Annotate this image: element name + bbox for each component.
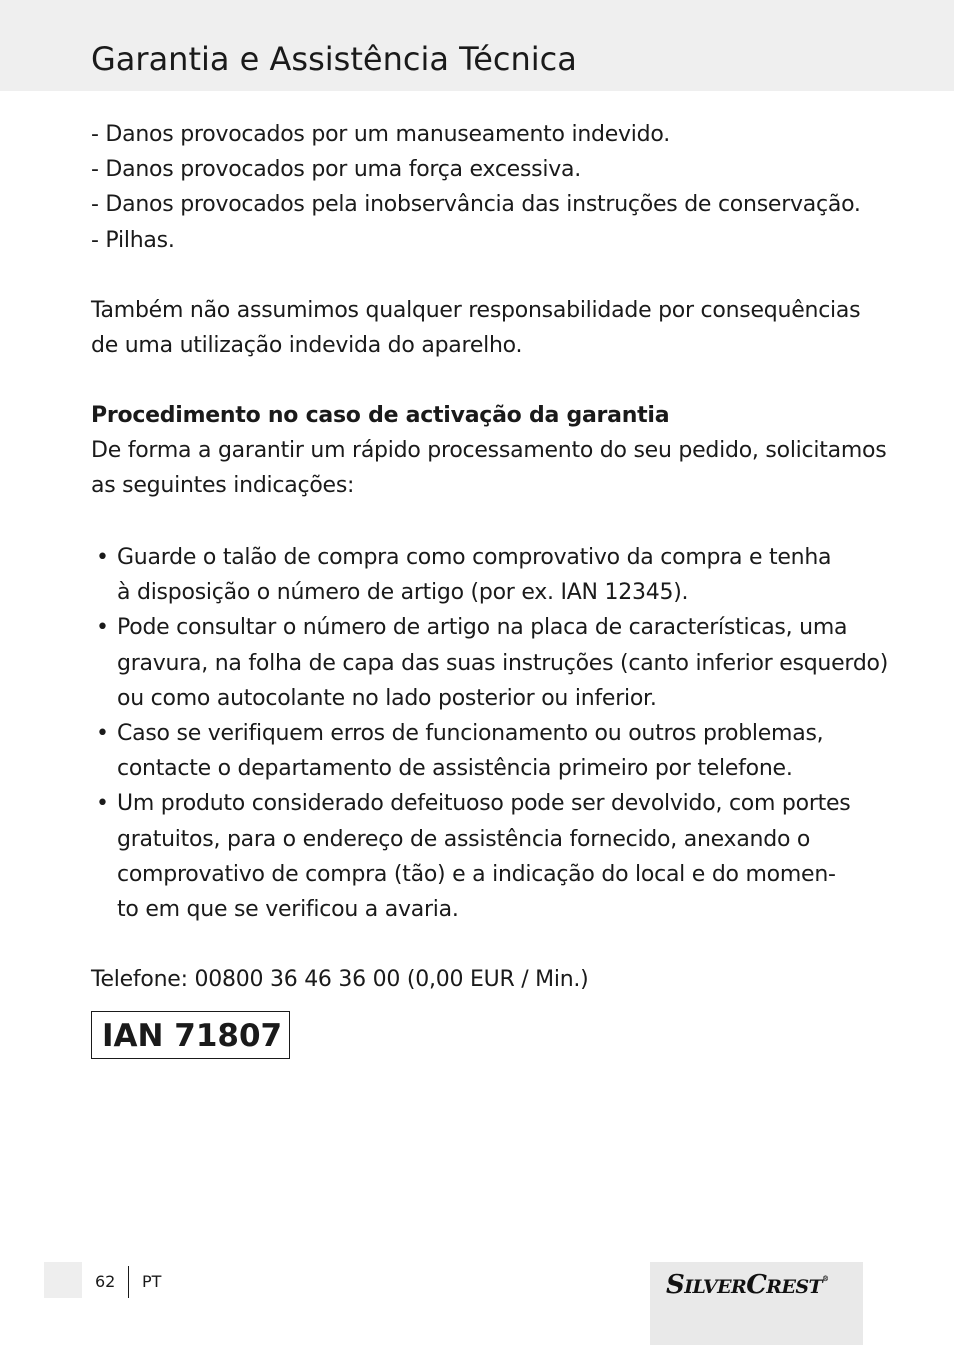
section-heading: Procedimento no caso de activação da garantia [91, 403, 670, 428]
exclusion-item: - Danos provocados por uma força excessiva. [91, 157, 581, 183]
page-title: Garantia e Assistência Técnica [91, 40, 577, 78]
exclusion-item: - Danos provocados pela inobservância das instruções de conservação. [91, 192, 861, 218]
bullet-item [91, 610, 889, 716]
phone-number: Telefone: 00800 36 46 36 00 (0,00 EUR / Min.) [91, 967, 589, 992]
bullet-line: to em que se verificou a avaria. [117, 897, 459, 923]
page-number: 62 [95, 1272, 116, 1291]
ian-label: IAN 71807 [102, 1018, 283, 1054]
warranty-procedure [91, 398, 887, 504]
bullet-icon: • [96, 721, 109, 747]
bullet-line: ou como autocolante no lado posterior ou inferior. [117, 685, 657, 711]
bullet-item [91, 540, 881, 610]
disclaimer-line: de uma utilização indevida do aparelho. [91, 333, 523, 359]
footer-divider [128, 1266, 129, 1298]
bullet-item [91, 786, 881, 927]
exclusion-item: - Pilhas. [91, 227, 175, 253]
bullet-line: gratuitos, para o endereço de assistência fornecido, anexando o [117, 826, 811, 852]
bullet-line: Guarde o talão de compra como comprovativo da compra e tenha [117, 545, 832, 570]
bullet-line: Pode consultar o número de artigo na placa de características, uma [117, 615, 848, 641]
brand-panel [650, 1262, 863, 1345]
bullet-icon: • [96, 791, 109, 817]
exclusions-list [91, 117, 881, 258]
intro-line: De forma a garantir um rápido processamento do seu pedido, solicitamos [91, 438, 887, 464]
bullet-line: Caso se verifiquem erros de funcionamento ou outros problemas, [117, 721, 824, 747]
registered-mark: ® [822, 1274, 829, 1283]
liability-disclaimer [91, 293, 881, 363]
bullet-line: à disposição o número de artigo (por ex. IAN 12345). [117, 580, 689, 606]
language-code: PT [142, 1272, 162, 1291]
disclaimer-line: Também não assumimos qualquer responsabilidade por consequências [91, 298, 861, 323]
bullet-line: comprovativo de compra (tão) e a indicação do local e do momen- [117, 861, 836, 887]
bullet-line: gravura, na folha de capa das suas instruções (canto inferior esquerdo) [117, 650, 889, 676]
bullet-item [91, 716, 881, 786]
procedure-bullets [91, 540, 889, 927]
ian-box [91, 1011, 290, 1059]
silvercrest-logo: SILVERCREST® [666, 1270, 829, 1300]
exclusion-item: - Danos provocados por um manuseamento indevido. [91, 122, 670, 147]
footer-square [44, 1262, 82, 1298]
bullet-icon: • [96, 615, 109, 641]
bullet-icon: • [96, 545, 109, 570]
intro-line: as seguintes indicações: [91, 473, 355, 499]
bullet-line: contacte o departamento de assistência primeiro por telefone. [117, 756, 793, 782]
bullet-line: Um produto considerado defeituoso pode ser devolvido, com portes [117, 791, 851, 817]
